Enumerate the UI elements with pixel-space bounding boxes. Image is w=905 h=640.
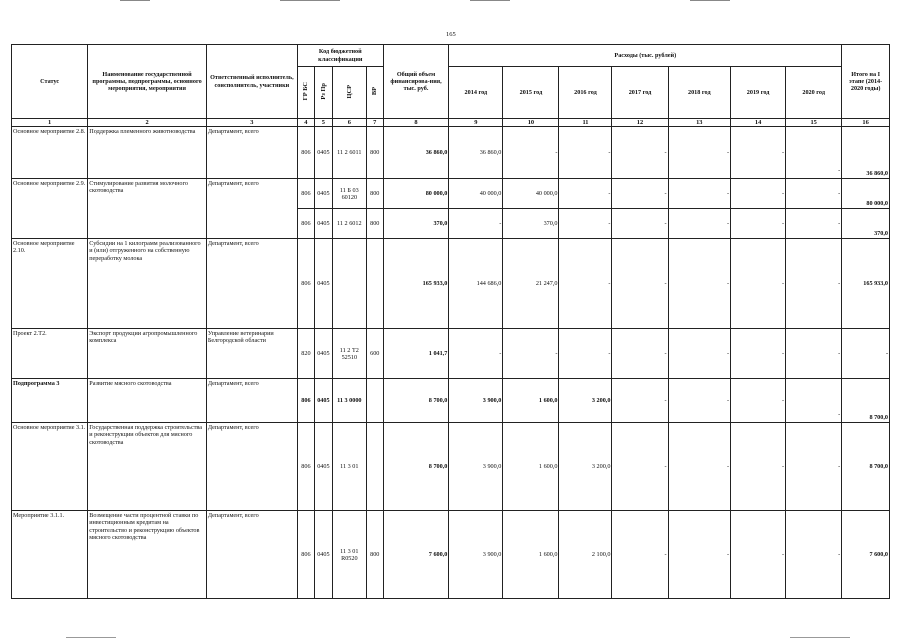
table-row xyxy=(12,423,890,511)
row-rzpr: 0405 xyxy=(314,379,332,423)
row-year-2016: - xyxy=(559,209,612,239)
column-number: 2 xyxy=(88,119,207,127)
row-year-2016: 3 200,0 xyxy=(559,423,612,511)
header-year-2016: 2016 год xyxy=(559,67,612,119)
row-responsible: Управление ветеринарии Белгородской области xyxy=(206,329,297,379)
header-year-2018: 2018 год xyxy=(668,67,730,119)
row-year-2014: 36 860,0 xyxy=(449,127,503,179)
row-year-2015: 370,0 xyxy=(503,209,559,239)
row-year-2016: 2 100,0 xyxy=(559,511,612,599)
row-vr: 600 xyxy=(366,329,383,379)
row-name: Субсидии на 1 килограмм реализованного и (или) отгруженного на собственную переработку молока xyxy=(88,239,207,329)
row-year-2019: - xyxy=(731,379,786,423)
row-year-2020: - xyxy=(786,423,842,511)
header-year-2017: 2017 год xyxy=(612,67,668,119)
row-name: Стимулирование развития молочного скотоводства xyxy=(88,179,207,239)
row-year-2015: 1 600,0 xyxy=(503,511,559,599)
row-total: 1 041,7 xyxy=(383,329,449,379)
header-rzpr-label: Рз Пр xyxy=(319,83,327,100)
header-total-volume: Общий объем финансирова-ния, тыс. руб. xyxy=(383,45,449,119)
row-year-2020: - xyxy=(786,329,842,379)
row-vr: 800 xyxy=(366,127,383,179)
row-csr: 11 2 6012 xyxy=(332,209,366,239)
row-grbs: 806 xyxy=(297,239,314,329)
row-year-2017: - xyxy=(612,127,668,179)
row-csr: 11 Б 03 60120 xyxy=(332,179,366,209)
column-number: 16 xyxy=(842,119,890,127)
column-number: 12 xyxy=(612,119,668,127)
header-expenses: Расходы (тыс. рублей) xyxy=(449,45,842,67)
header-year-2020: 2020 год xyxy=(786,67,842,119)
column-number: 9 xyxy=(449,119,503,127)
header-csr xyxy=(332,67,366,119)
column-number: 6 xyxy=(332,119,366,127)
row-name: Возмещение части процентной ставки по инвестиционным кредитам на строительство и реконструкцию объектов мясного скотоводства xyxy=(88,511,207,599)
row-responsible: Департамент, всего xyxy=(206,423,297,511)
row-vr: 800 xyxy=(366,511,383,599)
row-grbs: 806 xyxy=(297,423,314,511)
row-year-2020: - xyxy=(786,179,842,209)
table-row xyxy=(12,239,890,329)
row-name: Развитие мясного скотоводства xyxy=(88,379,207,423)
row-responsible: Департамент, всего xyxy=(206,179,297,239)
row-year-2017: - xyxy=(612,379,668,423)
row-grbs: 806 xyxy=(297,179,314,209)
row-csr xyxy=(332,239,366,329)
row-year-2019: - xyxy=(731,329,786,379)
row-year-2016: 3 200,0 xyxy=(559,379,612,423)
row-year-2019: - xyxy=(731,209,786,239)
row-year-2016: - xyxy=(559,239,612,329)
header-year-2014: 2014 год xyxy=(449,67,503,119)
row-year-2019: - xyxy=(731,423,786,511)
row-total: 7 600,0 xyxy=(383,511,449,599)
row-year-2015: - xyxy=(503,127,559,179)
header-status: Статус xyxy=(12,45,88,119)
row-year-2016: - xyxy=(559,127,612,179)
row-year-2018: - xyxy=(668,511,730,599)
row-year-2019: - xyxy=(731,511,786,599)
row-responsible: Департамент, всего xyxy=(206,127,297,179)
row-year-2017: - xyxy=(612,239,668,329)
row-year-2017: - xyxy=(612,423,668,511)
column-number: 15 xyxy=(786,119,842,127)
header-program-name: Наименование государственной программы, подпрограммы, основного мероприятия, мероприятия xyxy=(88,45,207,119)
row-vr: 800 xyxy=(366,209,383,239)
row-stage-total: 8 700,0 xyxy=(842,379,890,423)
column-number: 14 xyxy=(731,119,786,127)
header-vr-label: ВР xyxy=(371,87,379,96)
top-scan-line xyxy=(470,0,510,1)
column-number: 1 xyxy=(12,119,88,127)
bottom-scan-line xyxy=(790,637,850,638)
row-rzpr: 0405 xyxy=(314,239,332,329)
row-grbs: 820 xyxy=(297,329,314,379)
column-number: 11 xyxy=(559,119,612,127)
table-row xyxy=(12,511,890,599)
column-number: 10 xyxy=(503,119,559,127)
row-year-2019: - xyxy=(731,239,786,329)
row-year-2014: 3 900,0 xyxy=(449,511,503,599)
row-status: Подпрограмма 3 xyxy=(12,379,88,423)
row-year-2019: - xyxy=(731,179,786,209)
row-year-2014: 3 900,0 xyxy=(449,379,503,423)
row-year-2014: - xyxy=(449,329,503,379)
row-stage-total: 36 860,0 xyxy=(842,127,890,179)
header-grbs-label: ГР БС xyxy=(302,82,310,101)
row-grbs: 806 xyxy=(297,127,314,179)
row-vr xyxy=(366,239,383,329)
row-year-2016: - xyxy=(559,329,612,379)
row-csr: 11 3 01 xyxy=(332,423,366,511)
row-grbs: 806 xyxy=(297,511,314,599)
row-vr: 800 xyxy=(366,179,383,209)
header-stage-total: Итого на I этапе (2014-2020 годы) xyxy=(842,45,890,119)
row-year-2020: - xyxy=(786,379,842,423)
row-year-2015: 1 600,0 xyxy=(503,379,559,423)
row-year-2020: - xyxy=(786,239,842,329)
row-year-2017: - xyxy=(612,179,668,209)
row-year-2019: - xyxy=(731,127,786,179)
column-number: 5 xyxy=(314,119,332,127)
header-rzpr xyxy=(314,67,332,119)
budget-table xyxy=(11,44,890,599)
header-year-2015: 2015 год xyxy=(503,67,559,119)
header-year-2019: 2019 год xyxy=(731,67,786,119)
row-year-2018: - xyxy=(668,329,730,379)
row-rzpr: 0405 xyxy=(314,511,332,599)
row-year-2017: - xyxy=(612,329,668,379)
row-status: Основное мероприятие 2.9. xyxy=(12,179,88,239)
row-rzpr: 0405 xyxy=(314,127,332,179)
row-year-2020: - xyxy=(786,127,842,179)
row-year-2015: 40 000,0 xyxy=(503,179,559,209)
row-vr xyxy=(366,423,383,511)
row-status: Проект 2.Т2. xyxy=(12,329,88,379)
row-year-2015: 1 600,0 xyxy=(503,423,559,511)
column-number: 7 xyxy=(366,119,383,127)
table-row xyxy=(12,179,890,209)
row-total: 165 933,0 xyxy=(383,239,449,329)
row-csr: 11 3 0000 xyxy=(332,379,366,423)
row-responsible: Департамент, всего xyxy=(206,511,297,599)
row-year-2018: - xyxy=(668,379,730,423)
row-name: Экспорт продукции агропромышленного комплекса xyxy=(88,329,207,379)
row-year-2014: 40 000,0 xyxy=(449,179,503,209)
row-status: Мероприятие 3.1.1. xyxy=(12,511,88,599)
row-stage-total: - xyxy=(842,329,890,379)
row-year-2017: - xyxy=(612,209,668,239)
row-year-2020: - xyxy=(786,511,842,599)
row-csr: 11 2 Т2 52510 xyxy=(332,329,366,379)
row-year-2018: - xyxy=(668,239,730,329)
row-status: Основное мероприятие 3.1. xyxy=(12,423,88,511)
row-grbs: 806 xyxy=(297,379,314,423)
row-total: 80 000,0 xyxy=(383,179,449,209)
row-status: Основное мероприятие 2.8. xyxy=(12,127,88,179)
row-year-2020: - xyxy=(786,209,842,239)
row-rzpr: 0405 xyxy=(314,329,332,379)
table-row xyxy=(12,379,890,423)
header-responsible: Ответственный исполнитель, соисполнитель, участники xyxy=(206,45,297,119)
row-year-2016: - xyxy=(559,179,612,209)
row-rzpr: 0405 xyxy=(314,423,332,511)
column-number: 3 xyxy=(206,119,297,127)
top-scan-line xyxy=(690,0,730,1)
header-grbs xyxy=(297,67,314,119)
row-csr: 11 3 01 R0520 xyxy=(332,511,366,599)
row-total: 8 700,0 xyxy=(383,423,449,511)
row-year-2014: 144 686,0 xyxy=(449,239,503,329)
row-vr xyxy=(366,379,383,423)
row-responsible: Департамент, всего xyxy=(206,239,297,329)
top-scan-line xyxy=(120,0,150,1)
header-budget-code: Код бюджетной классификации xyxy=(297,45,383,67)
row-year-2017: - xyxy=(612,511,668,599)
row-year-2015: - xyxy=(503,329,559,379)
row-year-2018: - xyxy=(668,179,730,209)
row-responsible: Департамент, всего xyxy=(206,379,297,423)
row-name: Поддержка племенного животноводства xyxy=(88,127,207,179)
bottom-scan-line xyxy=(66,637,116,638)
row-stage-total: 370,0 xyxy=(842,209,890,239)
column-number: 13 xyxy=(668,119,730,127)
row-grbs: 806 xyxy=(297,209,314,239)
row-year-2015: 21 247,0 xyxy=(503,239,559,329)
column-number-row xyxy=(12,119,890,127)
table-row xyxy=(12,127,890,179)
column-number: 4 xyxy=(297,119,314,127)
header-row-1 xyxy=(12,45,890,67)
row-total: 36 860,0 xyxy=(383,127,449,179)
row-rzpr: 0405 xyxy=(314,179,332,209)
row-year-2018: - xyxy=(668,423,730,511)
row-stage-total: 7 600,0 xyxy=(842,511,890,599)
row-total: 370,0 xyxy=(383,209,449,239)
top-scan-line xyxy=(280,0,340,1)
row-total: 8 700,0 xyxy=(383,379,449,423)
row-csr: 11 2 6011 xyxy=(332,127,366,179)
row-year-2018: - xyxy=(668,209,730,239)
row-stage-total: 80 000,0 xyxy=(842,179,890,209)
column-number: 8 xyxy=(383,119,449,127)
row-year-2014: 3 900,0 xyxy=(449,423,503,511)
row-stage-total: 165 933,0 xyxy=(842,239,890,329)
row-rzpr: 0405 xyxy=(314,209,332,239)
row-status: Основное мероприятие 2.10. xyxy=(12,239,88,329)
page-number: 165 xyxy=(446,31,456,38)
row-year-2014: - xyxy=(449,209,503,239)
table-row xyxy=(12,329,890,379)
row-stage-total: 8 700,0 xyxy=(842,423,890,511)
row-name: Государственная поддержка строительства и реконструкции объектов для мясного скотоводства xyxy=(88,423,207,511)
header-csr-label: ЦСР xyxy=(345,84,353,99)
row-year-2018: - xyxy=(668,127,730,179)
header-vr xyxy=(366,67,383,119)
